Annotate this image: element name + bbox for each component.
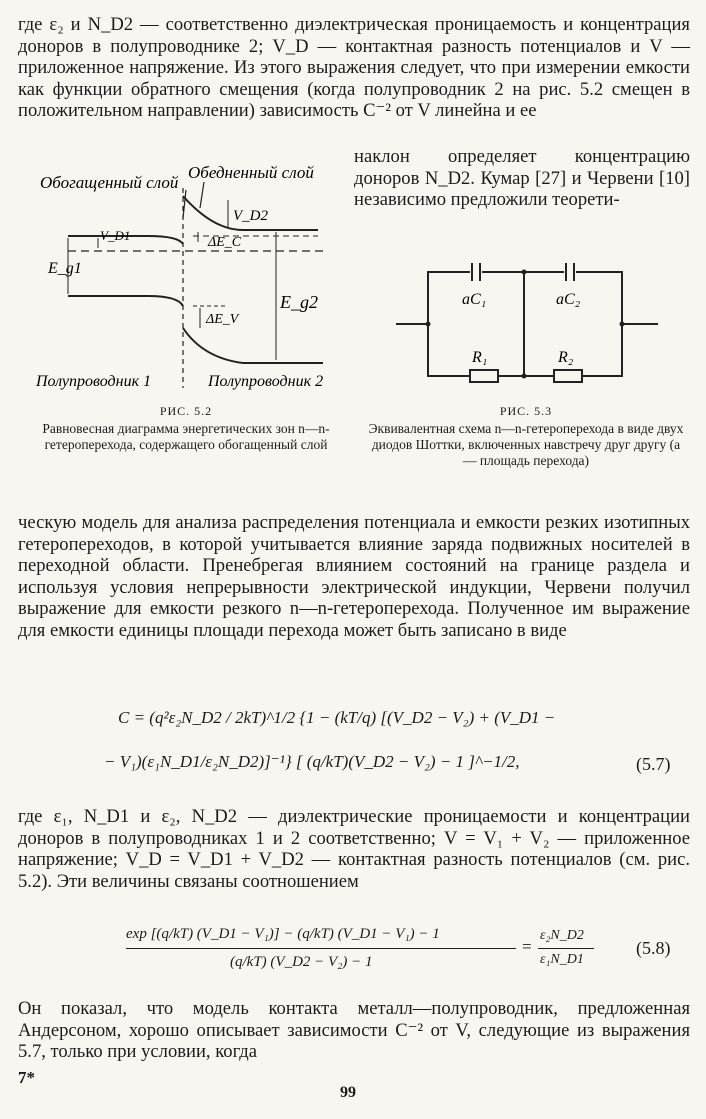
figure-5-2-number: РИС. 5.2 — [159, 404, 213, 418]
footer-signature: 7* — [18, 1068, 35, 1087]
label-semiconductor-2: Полупроводник 2 — [208, 373, 324, 390]
label-ac2: aC₂ — [556, 291, 581, 308]
label-eg2: E_g2 — [280, 292, 318, 312]
equivalent-circuit-figure — [396, 260, 686, 390]
label-vd1: V_D1 — [100, 228, 131, 243]
equation-5-7-line-1: C = (q²ε₂N_D2 / 2kT)^1/2 {1 − (kT/q) [(V_D2 − V₂) + (V_D1 − — [118, 708, 556, 727]
label-eg1: E_g1 — [48, 260, 82, 277]
label-delta-ec: ΔE_C — [208, 235, 242, 250]
equation-5-8-equals: = — [522, 937, 532, 956]
band-diagram-figure — [28, 158, 338, 398]
equation-5-8-rhs-bar — [538, 948, 594, 949]
paragraph-3: где ε₁, N_D1 и ε₂, N_D2 — диэлектрические проницаемости и концентрации доноров в полупроводниках 1 и 2 соответственно; V = V₁ + V₂ — приложенное напряжение; V_D = V_D1 + V_D2 — контактная разность потенциалов (см. рис. 5.2). Эти величины связаны соотношением — [18, 806, 690, 892]
label-semiconductor-1: Полупроводник 1 — [36, 373, 152, 390]
label-delta-ev: ΔE_V — [206, 312, 239, 327]
figure-5-3-text: Эквивалентная схема n—n-гетероперехода в виде двух диодов Шоттки, включенных навстречу друг другу (a — площадь перехода) — [368, 421, 684, 468]
figure-5-3-number: РИС. 5.3 — [499, 404, 553, 418]
label-r2: R₂ — [558, 349, 574, 366]
label-r1: R₁ — [472, 349, 488, 366]
equation-5-8-rhs-denominator: ε₁N_D1 — [540, 952, 584, 967]
paragraph-1-right: наклон определяет концентрацию доноров N_D2. Кумар [27] и Червени [10] независимо предложили теорети- — [354, 146, 690, 211]
figure-5-3-caption — [368, 403, 684, 469]
equation-5-8-rhs-numerator: ε₂N_D2 — [540, 928, 584, 943]
equation-5-8-number: (5.8) — [636, 938, 671, 958]
label-depletion-layer: Обедненный слой — [188, 163, 314, 182]
equation-5-7-number: (5.7) — [636, 754, 671, 774]
page-number: 99 — [340, 1084, 356, 1101]
paragraph-2: ческую модель для анализа распределения потенциала и емкости резких изотипных гетеропереходов, в которой учитывается влияние заряда подвижных носителей в переходной области. Пренебрегая влиянием состояний на границе раздела и используя условия непрерывности электрической индукции, Червени получил выражение для емкости резкого n—n-гетероперехода. Полученное им выражение для емкости единицы площади перехода может быть записано в виде — [18, 512, 690, 641]
equation-5-7-line-2: − V₁)(ε₁N_D1/ε₂N_D2)]⁻¹} [ (q/kT)(V_D2 − V₂) − 1 ]^−1/2, — [104, 752, 520, 771]
label-accumulation-layer: Обогащенный слой — [40, 173, 179, 192]
equation-5-8-denominator: (q/kT) (V_D2 − V₂) − 1 — [230, 954, 373, 970]
paragraph-1: где ε₂ и N_D2 — соответственно диэлектрическая проницаемость и концентрация доноров в полупроводнике 2; V_D — контактная разность потенциалов и V — приложенное напряжение. Из этого выражения следует, что при измерении емкости как функции обратного смещения (когда полупроводник 2 на рис. 5.2 смещен в положительном направлении) зависимость C⁻² от V линейна и ее — [18, 14, 690, 122]
figure-5-2-text: Равновесная диаграмма энергетических зон n—n-гетероперехода, содержащего обогащенный слой — [42, 421, 330, 452]
label-ac1: aC₁ — [462, 291, 487, 308]
figure-5-2-caption — [28, 403, 344, 453]
label-vd2: V_D2 — [233, 208, 268, 224]
equation-5-8-numerator: exp [(q/kT) (V_D1 − V₁)] − (q/kT) (V_D1 − V₁) − 1 — [126, 926, 440, 942]
equation-5-8-fraction-bar — [126, 948, 516, 949]
paragraph-4: Он показал, что модель контакта металл—полупроводник, предложенная Андерсоном, хорошо описывает зависимости C⁻² от V, следующие из выражения 5.7, только при условии, когда — [18, 998, 690, 1063]
